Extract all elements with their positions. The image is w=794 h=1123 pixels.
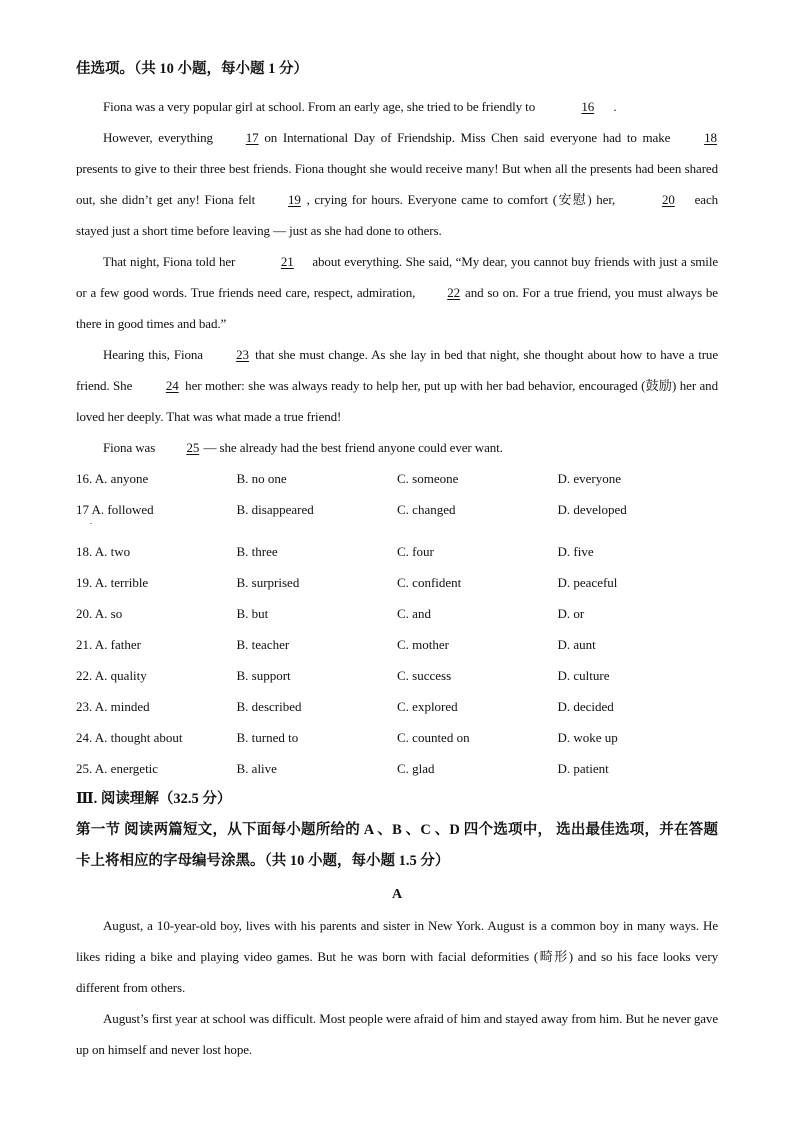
option-cell: C. four	[397, 544, 434, 559]
option-cell: C. explored	[397, 699, 458, 714]
document-page	[76, 60, 718, 1065]
option-cell: 23. A. minded	[76, 699, 150, 714]
option-cell: C. confident	[397, 575, 462, 590]
blank-17: 17	[245, 130, 259, 145]
option-cell: D. decided	[557, 699, 614, 714]
option-cell: D. five	[557, 544, 594, 559]
options-list	[76, 463, 718, 784]
cloze-paragraph-2: However, everything 17 on International Day of Friendship. Miss Chen said everyone had to make 18 presents to give to their three best friends. Fiona thought she would receive many! But when all the presents had been shared out, she didn’t get any! Fiona felt 19 , crying for hours. Everyone came to comfort (安慰) her, 20 each stayed just a short time before leaving — just as she had done to others.	[76, 122, 718, 246]
reading-section-instructions: 第一节 阅读两篇短文，从下面每小题所给的 A 、B 、C 、D 四个选项中， 选出最佳选项，并在答题卡上将相应的字母编号涂黑。（共 10 小题，每小题 1.5 分）	[76, 822, 718, 869]
reading-section-title: Ⅲ. 阅读理解（32.5 分）	[76, 791, 232, 807]
passage-letter: A	[391, 887, 403, 902]
option-cell: B. disappeared	[236, 502, 314, 517]
option-cell: 19. A. terrible	[76, 575, 149, 590]
option-row-22	[76, 660, 718, 691]
option-cell: C. glad	[397, 761, 435, 776]
blank-20: 20	[662, 192, 675, 207]
option-cell: 21. A. father	[76, 637, 141, 652]
option-row-18	[76, 536, 718, 567]
option-cell: B. teacher	[236, 637, 290, 652]
option-cell: D. developed	[557, 502, 627, 517]
option-cell: 20. A. so	[76, 606, 123, 621]
blank-23: 23	[236, 347, 249, 362]
option-cell: C. success	[397, 668, 452, 683]
passage-paragraph-1: August, a 10-year-old boy, lives with his parents and sister in New York. August is a common boy in many ways. He likes riding a bike and playing video games. But he was born with facial deformities (畸形) and so his face looks very different from others.	[76, 918, 718, 995]
option-cell: C. someone	[397, 471, 459, 486]
option-cell: C. counted on	[397, 730, 470, 745]
option-cell: C. and	[397, 606, 431, 621]
blank-19: 19	[287, 192, 301, 207]
blank-16: 16	[581, 99, 595, 114]
option-cell: B. alive	[236, 761, 277, 776]
option-row-20	[76, 598, 718, 629]
cloze-paragraph-4: Hearing this, Fiona 23 that she must change. As she lay in bed that night, she thought about how to have a true friend. She 24 her mother: she was always ready to help her, put up with her bad behavior, encouraged (鼓励) her and loved her deeply. That was what made a true friend!	[76, 339, 718, 432]
blank-24: 24	[165, 378, 179, 393]
stray-dot: .	[90, 517, 92, 526]
option-cell: D. woke up	[557, 730, 618, 745]
option-row-25	[76, 753, 718, 784]
blank-18: 18	[704, 130, 717, 145]
option-cell: C. changed	[397, 502, 456, 517]
option-cell: D. or	[557, 606, 585, 621]
option-cell: C. mother	[397, 637, 449, 652]
option-row-16	[76, 463, 718, 494]
option-cell: D. patient	[557, 761, 609, 776]
option-row-21	[76, 629, 718, 660]
passage-paragraph-2: August’s first year at school was difficult. Most people were afraid of him and stayed away from him. But he never gave up on himself and never lost hope.	[76, 1011, 718, 1057]
option-cell: B. surprised	[236, 575, 300, 590]
option-row-17	[76, 494, 718, 536]
option-cell: B. no one	[236, 471, 287, 486]
option-cell: 25. A. energetic	[76, 761, 159, 776]
option-cell: D. peaceful	[557, 575, 618, 590]
option-row-23	[76, 691, 718, 722]
section-heading-fragment: 佳选项。（共 10 小题，每小题 1 分）	[76, 61, 308, 77]
option-cell: 17 A. followed .	[76, 502, 154, 526]
option-cell: B. but	[236, 606, 269, 621]
blank-25: 25	[186, 440, 200, 455]
blank-22: 22	[447, 285, 461, 300]
cloze-paragraph-3: That night, Fiona told her 21 about everything. She said, “My dear, you cannot buy friends with just a smile or a few good words. True friends need care, respect, admiration, 22 and so on. For a true friend, you must always be there in good times and bad.”	[76, 246, 718, 339]
option-cell: B. described	[236, 699, 302, 714]
option-cell: D. aunt	[557, 637, 596, 652]
option-cell: 22. A. quality	[76, 668, 147, 683]
cloze-paragraph-5: Fiona was 25 — she already had the best friend anyone could ever want.	[76, 432, 718, 463]
option-cell: D. culture	[557, 668, 610, 683]
option-cell: 16. A. anyone	[76, 471, 149, 486]
option-cell: B. three	[236, 544, 278, 559]
blank-21: 21	[280, 254, 294, 269]
option-cell: B. support	[236, 668, 291, 683]
cloze-paragraph-1: Fiona was a very popular girl at school. From an early age, she tried to be friendly to 16 .	[76, 91, 718, 122]
option-cell: 24. A. thought about	[76, 730, 183, 745]
option-cell: B. turned to	[236, 730, 299, 745]
option-cell: 18. A. two	[76, 544, 131, 559]
option-row-24	[76, 722, 718, 753]
option-cell: D. everyone	[557, 471, 622, 486]
option-row-19	[76, 567, 718, 598]
